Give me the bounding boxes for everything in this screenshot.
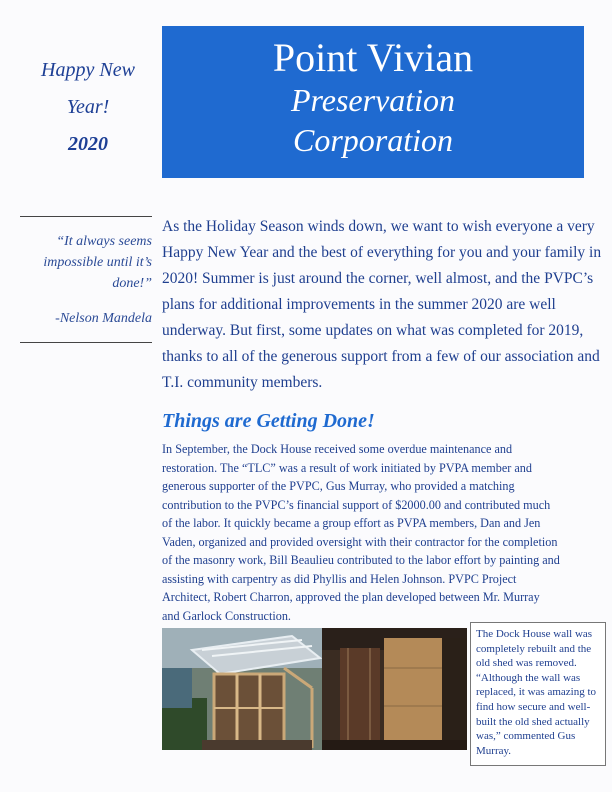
greeting-year: 2020 [68, 133, 108, 155]
caption-line: “Although the wall was [476, 671, 581, 684]
intro-line: underway. But first, some updates on what was completed for 2019, [162, 322, 584, 339]
caption-line: old shed was removed. [476, 657, 577, 670]
caption-line: built the old shed actually [476, 715, 590, 728]
intro-line: As the Holiday Season winds down, we want to wish everyone a very [162, 218, 595, 235]
caption-line: was,” commented Gus [476, 730, 576, 743]
quote-line-1: “It always seems [56, 234, 152, 249]
dock-house-photos [162, 628, 467, 750]
intro-paragraph [162, 214, 608, 396]
dock-house-wall-photo [322, 628, 467, 750]
dock-house-framing-photo [162, 628, 322, 750]
intro-line: 2020! Summer is just around the corner, well almost, and the PVPC’s [162, 270, 594, 287]
section-line: Vaden, organized and provided oversight with their contractor for the completion [162, 534, 558, 549]
section-line: assisting with carpentry as did Phyllis and Helen Johnson. PVPC Project [162, 571, 517, 586]
caption-line: The Dock House wall was [476, 628, 593, 640]
section-line: restoration. The “TLC” was a result of work initiated by PVPA member and [162, 460, 532, 475]
quote-top-rule [20, 216, 152, 217]
section-line: generous supporter of the PVPC, Gus Murray, who provided a matching [162, 479, 515, 493]
masthead-subtitle-2: Corporation [292, 122, 454, 158]
masthead-title: Point Vivian [272, 35, 474, 80]
masthead-banner [162, 26, 584, 178]
section-line: of the labor. It quickly became a group effort as PVPA members, Dan and Jen [162, 516, 541, 530]
caption-line: completely rebuilt and the [476, 642, 592, 655]
intro-line: thanks to all of the generous support from a few of our association and [162, 348, 600, 365]
masthead-subtitle-1: Preservation [290, 82, 456, 118]
quote-line-3: done!” [112, 276, 152, 291]
caption-line: replaced, it was amazing to [476, 686, 597, 699]
caption-line: Murray. [476, 744, 512, 757]
section-line: contribution to the PVPC’s financial support of $2000.00 and contributed much [162, 497, 551, 512]
quote-bottom-rule [20, 342, 152, 343]
greeting-line-2: Year! [66, 96, 110, 118]
section-line: and Garlock Construction. [162, 608, 291, 623]
quote-line-2: impossible until it’s [43, 255, 152, 270]
caption-line: find how secure and well- [476, 700, 591, 713]
intro-line: T.I. community members. [162, 374, 323, 391]
intro-line: Happy New Year and the best of everything for you and your family in [162, 244, 602, 261]
greeting-line-1: Happy New [41, 59, 135, 81]
section-line: of the masonry work, Bill Beaulieu contributed to the labor effort by painting and [162, 553, 560, 567]
section-heading: Things are Getting Done! [162, 410, 375, 432]
new-year-greeting [18, 52, 158, 163]
section-line: Architect, Robert Charron, approved the plan developed between Mr. Murray [162, 590, 540, 604]
section-paragraph [162, 440, 600, 625]
quote-author: -Nelson Mandela [55, 311, 152, 326]
photo-caption-box [470, 622, 606, 766]
section-line: In September, the Dock House received some overdue maintenance and [162, 442, 513, 456]
intro-line: plans for additional improvements in the summer 2020 are well [162, 296, 556, 313]
quote-block [18, 231, 152, 329]
